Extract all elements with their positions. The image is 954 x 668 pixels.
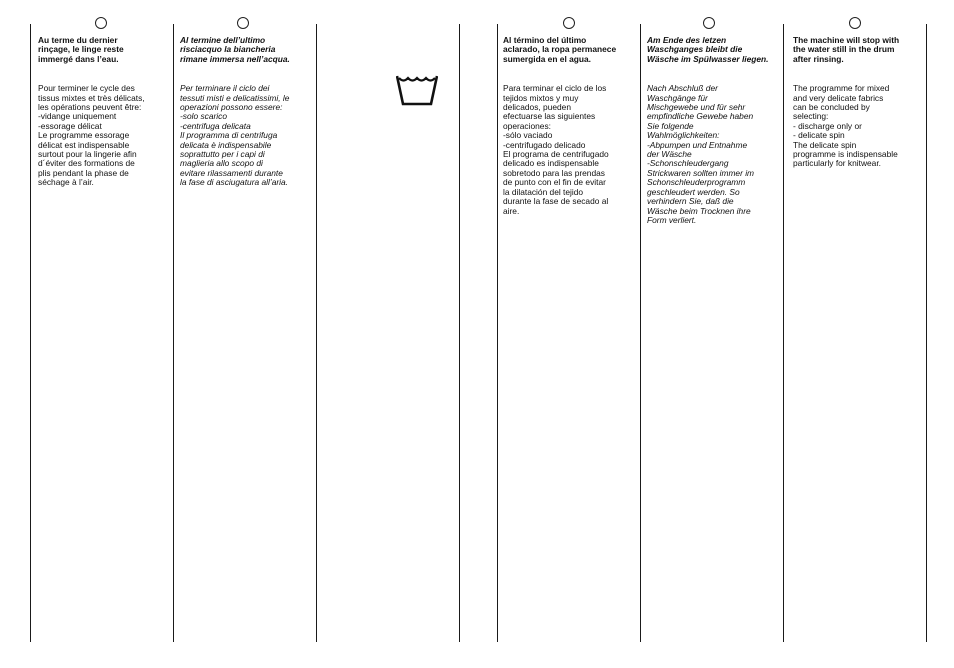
text-column-spanish bbox=[503, 36, 637, 216]
wash-tub-icon bbox=[396, 74, 438, 106]
section-heading: Al termine dell’ultimo risciacquo la biancheria rimane immersa nell’acqua. bbox=[180, 35, 290, 64]
language-marker-circle bbox=[95, 17, 107, 29]
section-body: Pour terminer le cycle des tissus mixtes et très délicats, les opérations peuvent être: -vidange uniquement -essorage délicat Le programme essorage délicat est indispensable surtout pour la lingerie afin d´éviter des formations de plis pendant la phase de séchage à l’air. bbox=[38, 83, 145, 188]
section-body: Per terminare il ciclo dei tessuti misti e delicatissimi, le operazioni possono essere: -solo scarico -centrifuga delicata Il programma di centrifuga delicata è indispensabile soprattutto per i capi di maglieria allo scopo di evitare rilassamenti durante la fase di asciugatura all’aria. bbox=[180, 83, 290, 188]
text-column-english bbox=[793, 36, 923, 169]
section-heading: The machine will stop with the water still in the drum after rinsing. bbox=[793, 35, 900, 64]
language-marker-circle bbox=[237, 17, 249, 29]
section-heading: Au terme du dernier rinçage, le linge reste immergé dans l’eau. bbox=[38, 35, 124, 64]
column-divider bbox=[173, 24, 174, 642]
section-heading: Al término del último aclarado, la ropa permanece sumergida en el agua. bbox=[503, 35, 617, 64]
column-divider bbox=[459, 24, 460, 642]
text-column-french bbox=[38, 36, 166, 188]
text-column-german bbox=[647, 36, 781, 225]
text-column-italian bbox=[180, 36, 312, 188]
language-marker-circle bbox=[849, 17, 861, 29]
language-marker-circle bbox=[563, 17, 575, 29]
column-divider bbox=[640, 24, 641, 642]
section-body: The programme for mixed and very delicate fabrics can be concluded by selecting: - discharge only or - delicate spin The delicate spin programme is indispensable particularly for knitwear. bbox=[793, 83, 898, 169]
language-marker-circle bbox=[703, 17, 715, 29]
section-body: Para terminar el ciclo de los tejidos mixtos y muy delicados, pueden efectuarse las siguientes operaciones: -sólo vaciado -centrifugado delicado El programa de centrifugado delicado es indispensable sobretodo para las prendas de punto con el fin de evitar la dilatación del tejido durante la fase de secado al aire. bbox=[503, 83, 609, 216]
column-divider bbox=[926, 24, 927, 642]
column-divider bbox=[316, 24, 317, 642]
section-body: Nach Abschluß der Waschgänge für Mischgewebe und für sehr empfindliche Gewebe haben Sie folgende Wahlmöglichkeiten: -Abpumpen und Entnahme der Wäsche -Schonschleudergang Strickwaren sollten immer im Schonschleuderprogramm geschleudert werden. So verhindern Sie, daß die Wäsche beim Trocknen ihre Form verliert. bbox=[647, 83, 755, 225]
column-divider bbox=[783, 24, 784, 642]
column-divider bbox=[497, 24, 498, 642]
section-heading: Am Ende des letzen Waschganges bleibt die Wäsche im Spülwasser liegen. bbox=[647, 35, 769, 64]
column-divider bbox=[30, 24, 31, 642]
